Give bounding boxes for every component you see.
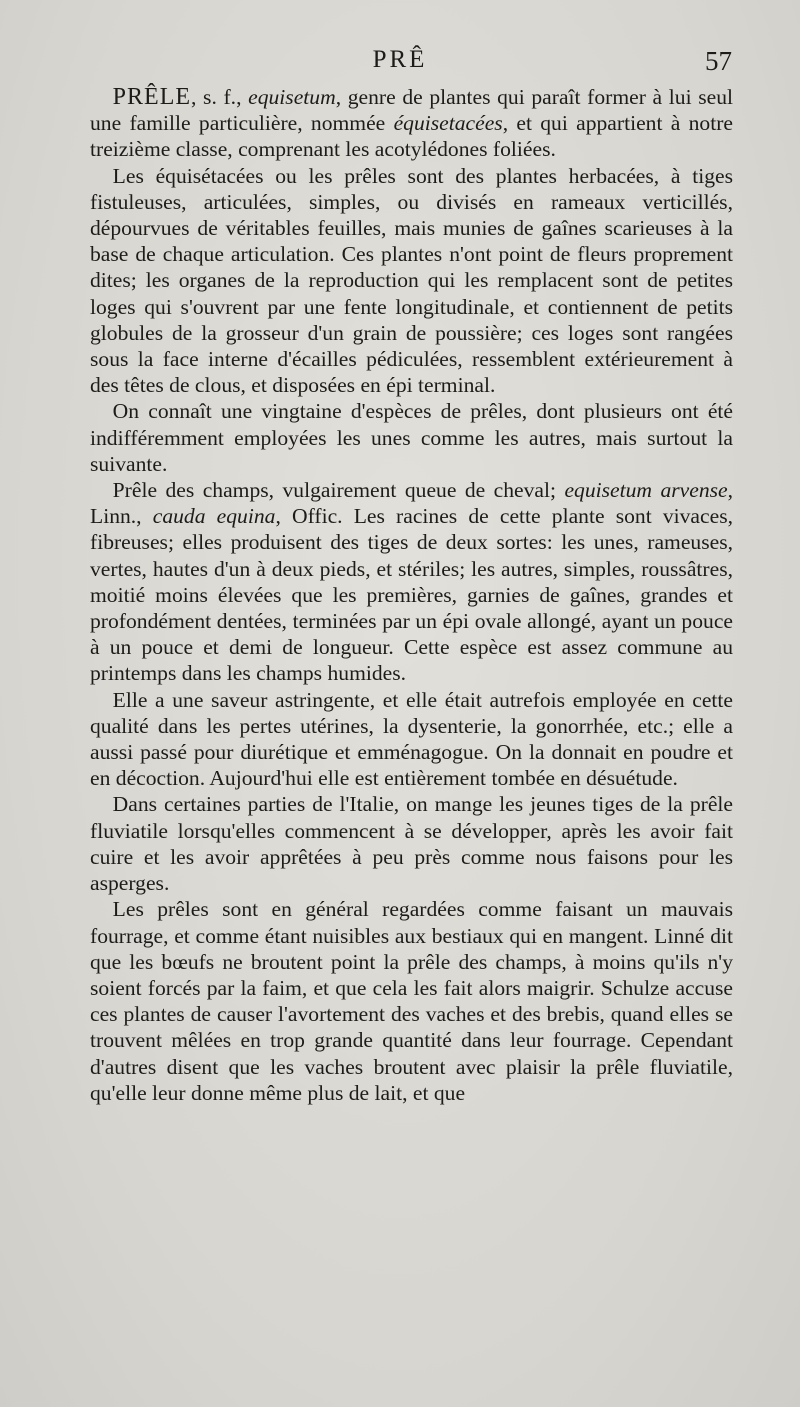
p1-end: , et qui appartient à notre treizième classe, comprenant les acotylédones foliées. <box>90 111 733 162</box>
p4-latin-name: equisetum arvense <box>564 478 728 503</box>
paragraph-4 <box>90 477 733 687</box>
page-header <box>0 46 800 86</box>
article-body <box>90 84 733 1106</box>
paragraph-7: Les prêles sont en général regardées comme faisant un mauvais fourrage, et comme étant nuisibles aux bestiaux qui en mangent. Linné dit que les bœufs ne broutent point la prêle des champs, à moins qu'ils n'y soient forcés par la faim, et que cela les fait alors maigrir. Schulze accuse ces plantes de causer l'avortement des vaches et des brebis, quand elles se trouvent mêlées en trop grande quantité dans leur fourrage. Cependant d'autres disent que les vaches broutent avec plaisir la prêle fluviatile, qu'elle leur donne même plus de lait, et que <box>90 897 733 1105</box>
p1-latin-name: equisetum <box>248 85 336 109</box>
p4-rest: , Offic. Les racines de cette plante sont vivaces, fibreuses; elles produisent des tiges de deux sortes: les unes, rameuses, vertes, hautes d'un à deux pieds, et stériles; les autres, simples, roussâtres, moitié moins élevées que les premières, garnies de gaînes, grandes et profondément dentées, terminées par un épi ovale allongé, ayant un pouce à un pouce et demi de longueur. Cette espèce est assez commune au printemps dans les champs humides. <box>90 504 733 686</box>
p4-officinal-name: cauda equina <box>152 504 276 529</box>
paragraph-3: On connaît une vingtaine d'espèces de prêles, dont plusieurs ont été indifféremment employées les unes comme les autres, mais surtout la suivante. <box>90 399 733 476</box>
p1-mid: , genre de plantes qui paraît former à lui seul une famille particulière, nommée <box>90 85 733 136</box>
p4-start: Prêle des champs, vulgairement queue de cheval; <box>112 478 565 503</box>
running-title: PRÊ <box>372 46 428 73</box>
paragraph-5: Elle a une saveur astringente, et elle était autrefois employée en cette qualité dans les pertes utérines, la dysenterie, la gonorrhée, etc.; elle a aussi passé pour diurétique et emménagogue. On la donnait en poudre et en décoction. Aujourd'hui elle est entièrement tombée en désuétude. <box>90 687 733 791</box>
p1-rest: , s. f., <box>191 85 249 109</box>
p4-mid: , Linn., <box>90 478 734 529</box>
paragraph-2: Les équisétacées ou les prêles sont des plantes herbacées, à tiges fistuleuses, articulées, simples, ou divisés en rameaux verticillés, dépourvues de véritables feuilles, mais munies de gaînes scarieuses à la base de chaque articulation. Ces plantes n'ont point de fleurs proprement dites; les organes de la reproduction qui les remplacent sont de petites loges qui s'ouvrent par une fente longitudinale, et contiennent de petits globules de la grosseur d'un grain de poussière; ces loges sont rangées sous la face interne d'écailles pédiculées, ressemblent extérieurement à des têtes de clous, et disposées en épi terminal. <box>90 163 733 398</box>
page-number: 57 <box>705 46 732 76</box>
paragraph-1 <box>90 84 733 163</box>
paragraph-6: Dans certaines parties de l'Italie, on mange les jeunes tiges de la prêle fluviatile lorsqu'elles commencent à se développer, après les avoir fait cuire et les avoir apprêtées à peu près comme nous faisons pour les asperges. <box>90 792 733 896</box>
headword: PRÊLE <box>112 84 192 110</box>
p1-family-name: équisetacées <box>393 111 503 136</box>
